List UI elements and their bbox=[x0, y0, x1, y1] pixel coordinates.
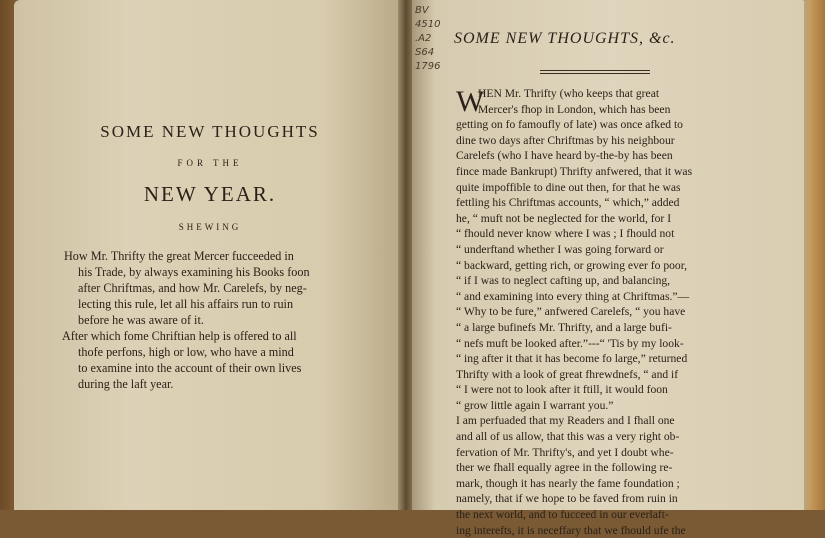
body-line: “ I were not to look after it ftill, it would foon bbox=[456, 383, 668, 397]
body-line: ther we fhall equally agree in the following re- bbox=[456, 461, 673, 475]
body-line: “ backward, getting rich, or growing ever fo poor, bbox=[456, 258, 688, 272]
body-line: namely, that if we hope to be faved from ruin in bbox=[456, 492, 678, 506]
body-line: “ ing after it that it has become fo large,” returned bbox=[456, 352, 688, 366]
body-line: I am perfuaded that my Readers and I fhall one bbox=[456, 414, 675, 428]
new-year-title: NEW YEAR. bbox=[143, 182, 277, 206]
header-rule bbox=[540, 70, 650, 74]
drop-cap: W bbox=[456, 85, 485, 118]
call-number-line: .A2 bbox=[415, 33, 432, 44]
body-line: ing interefts, it is neceffary that we fhould ufe the bbox=[456, 523, 686, 537]
text-line: lecting this rule, let all his affairs run to ruin bbox=[78, 297, 294, 311]
body-line: “ a large bufinefs Mr. Thrifty, and a large bufi- bbox=[456, 320, 672, 334]
body-line: “ if I was to neglect cafting up, and balancing, bbox=[456, 274, 671, 288]
body-line: and all of us allow, that this was a very right ob- bbox=[456, 430, 680, 444]
body-line: “ and examining into every thing at Chriftmas.”— bbox=[456, 289, 690, 303]
body-line: HEN Mr. Thrifty (who keeps that great bbox=[478, 87, 660, 100]
body-line: the next world, and to fucceed in our everlaft- bbox=[456, 508, 669, 522]
book-title: SOME NEW THOUGHTS bbox=[100, 122, 320, 141]
for-the-label: FOR THE bbox=[177, 158, 243, 168]
title-page-paragraph-2 bbox=[64, 328, 370, 392]
body-line: “ underftand whether I was going forward or bbox=[456, 242, 664, 256]
body-line: quite impoffible to dine out then, for that he was bbox=[456, 180, 681, 194]
body-text bbox=[456, 86, 794, 538]
body-line: mark, though it has nearly the fame foundation ; bbox=[456, 476, 680, 490]
body-line: dine two days after Chriftmas by his neighbour bbox=[456, 133, 675, 147]
text-line: before he was aware of it. bbox=[78, 313, 204, 327]
body-line: “ nefs muft be looked after.”---“ 'Tis by my look- bbox=[456, 336, 684, 350]
body-line: “ Why to be fure,” anfwered Carelefs, “ you have bbox=[456, 305, 686, 319]
body-line: fince made Bankrupt) Thrifty anfwered, that it was bbox=[456, 164, 693, 178]
handwritten-call-number bbox=[415, 4, 455, 74]
body-line: he, “ muft not be neglected for the world, for I bbox=[456, 211, 672, 225]
page-edge bbox=[804, 0, 825, 510]
body-line: Mercer's fhop in London, which has been bbox=[478, 102, 671, 116]
body-line: fettling his Chriftmas accounts, “ which,” added bbox=[456, 196, 680, 210]
body-line: getting on fo famoufly of late) was once afked to bbox=[456, 118, 683, 132]
body-line: “ fhould never know where I was ; I fhould not bbox=[456, 227, 675, 241]
text-line: After which fome Chriftian help is offered to all bbox=[62, 329, 297, 343]
text-line: to examine into the account of their own lives bbox=[78, 361, 302, 375]
call-number-line: 1796 bbox=[415, 61, 441, 72]
body-line: Carelefs (who I have heard by-the-by has been bbox=[456, 149, 673, 163]
text-line: after Chriftmas, and how Mr. Carelefs, by neg- bbox=[78, 281, 307, 295]
text-line: during the laft year. bbox=[78, 377, 174, 391]
call-number-line: 4510 bbox=[415, 19, 441, 30]
shewing-label: SHEWING bbox=[178, 222, 242, 232]
body-line: “ grow little again I warrant you.” bbox=[456, 398, 614, 412]
call-number-line: BV bbox=[415, 5, 429, 16]
running-head: SOME NEW THOUGHTS, &c. bbox=[454, 30, 676, 47]
body-line: fervation of Mr. Thrifty's, and yet I doubt whe- bbox=[456, 445, 674, 459]
call-number-line: S64 bbox=[415, 47, 435, 58]
body-line: Thrifty with a look of great fhrewdnefs, “ and if bbox=[456, 367, 679, 381]
text-line: his Trade, by always examining his Books foon bbox=[78, 265, 310, 279]
text-line: How Mr. Thrifty the great Mercer fucceeded in bbox=[64, 249, 294, 263]
title-page-paragraph-1 bbox=[64, 248, 370, 328]
text-line: thofe perfons, high or low, who have a mind bbox=[78, 345, 294, 359]
